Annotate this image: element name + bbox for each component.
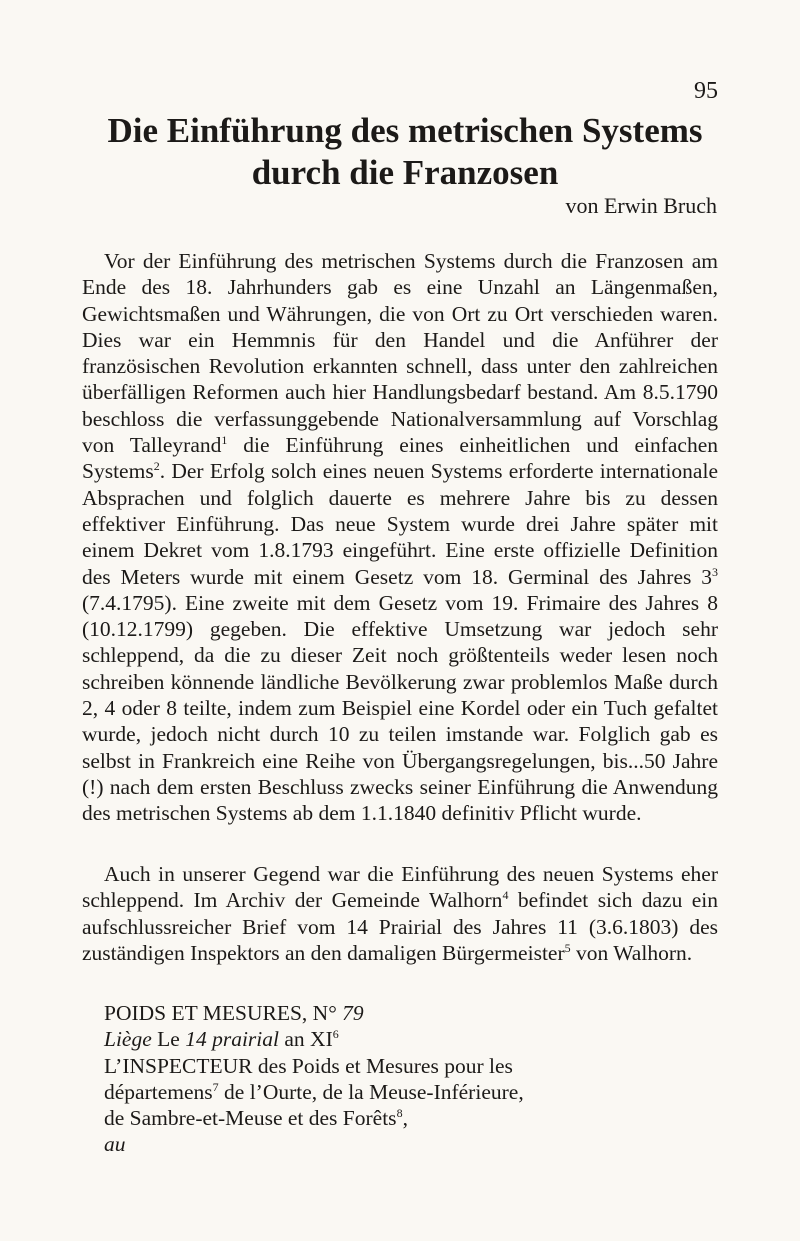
letter-place: Liège <box>104 1027 152 1052</box>
letter-date: 14 prairial <box>185 1027 279 1052</box>
footnote-marker: 2 <box>153 459 160 474</box>
article-title <box>60 110 750 194</box>
footnote-marker: 4 <box>502 888 509 903</box>
article-author: von Erwin Bruch <box>565 193 717 218</box>
paragraph-text: (7.4.1795). Eine zweite mit dem Gesetz vom 19. Frimaire des Jahres 8 (10.12.1799) gegeben. Die effektive Umsetzung war jedoch sehr schleppend, da die zu dieser Zeit noch größtenteils weder lesen noch schreiben könnende ländliche Bevölkerung zwar problemlos Maße durch 2, 4 oder 8 teilte, indem zum Beispiel eine Kordel oder ein Tuch gefaltet wurde, jedoch nicht durch 10 zu teilen imstande war. Folglich gab es selbst in Frankreich eine Reihe von Übergangsregelungen, bis...50 Jahre (!) nach dem ersten Beschluss zwecks seiner Einführung die Anwendung des metrischen Systems ab dem 1.1.1840 definitiv Pflicht wurde. <box>82 590 718 826</box>
letter-header-text: POIDS ET MESURES, N° <box>104 1001 343 1025</box>
footnote-marker: 3 <box>712 564 718 579</box>
footnote-marker: 5 <box>564 940 571 955</box>
paragraph-text: befindet sich dazu ein aufschlussreicher Brief vom 14 Prairial des Jahres 11 (3.6.1803) des zuständigen Inspektors an den damaligen Bürgermeister <box>82 888 718 965</box>
paragraph-introduction <box>82 248 718 827</box>
paragraph-text: von Walhorn. <box>570 940 693 965</box>
paragraph-text: die Einführung eines einheitlichen und einfachen Systems <box>82 433 718 484</box>
footnote-marker: 6 <box>332 1027 339 1042</box>
letter-departments-line <box>104 1079 718 1105</box>
paragraph-text: . Der Erfolg solch eines neuen Systems erforderte internationale Absprachen und folglich dauerte es mehrere Jahre bis zu dessen effektiver Einführung. Das neue System wurde drei Jahre später mit einem Dekret vom 1.8.1793 eingeführt. Eine erste offizielle Definition des Meters wurde mit einem Gesetz vom 18. Germinal des Jahres 3 <box>82 459 718 589</box>
letter-text: départemens <box>104 1079 213 1104</box>
footnote-marker: 8 <box>396 1106 403 1121</box>
letter-place-date-line <box>104 1026 718 1052</box>
letter-text: de Sambre-et-Meuse et des Forêts <box>104 1106 397 1131</box>
letter-year: an XI <box>279 1027 333 1052</box>
letter-departments-line-2 <box>104 1105 718 1131</box>
letter-text: , <box>402 1106 408 1131</box>
letter-le: Le <box>151 1027 186 1052</box>
footnote-marker: 7 <box>212 1079 219 1094</box>
paragraph-walhorn <box>82 861 718 966</box>
letter-number: 79 <box>342 1001 364 1025</box>
article-title-line-1: Die Einführung des metrischen Systems <box>107 111 703 150</box>
letter-text: de l’Ourte, de la Meuse-Inférieure, <box>218 1079 524 1104</box>
letter-quote <box>104 1000 718 1158</box>
letter-addressee-line: au <box>104 1132 126 1157</box>
letter-inspector-line: L’INSPECTEUR des Poids et Mesures pour les <box>104 1053 513 1078</box>
footnote-marker: 1 <box>221 432 228 447</box>
paragraph-text: Auch in unserer Gegend war die Einführung des neuen Systems eher schleppend. Im Archiv der Gemeinde Walhorn <box>82 862 718 913</box>
letter-header-line <box>104 1000 718 1026</box>
page-number: 95 <box>694 78 718 104</box>
paragraph-text: Vor der Einführung des metrischen Systems durch die Franzosen am Ende des 18. Jahrhunders gab es eine Unzahl an Längenmaßen, Gewichtsmaßen und Währungen, die von Ort zu Ort verschieden waren. Dies war ein Hemmnis für den Handel und die Anführer der französischen Revolution erkannten schnell, dass unter den zahlreichen überfälligen Reformen auch hier Handlungsbedarf bestand. Am 8.5.1790 beschloss die verfassunggebende Nationalversammlung auf Vorschlag von Talleyrand <box>82 249 718 458</box>
article-title-line-2: durch die Franzosen <box>251 153 559 192</box>
